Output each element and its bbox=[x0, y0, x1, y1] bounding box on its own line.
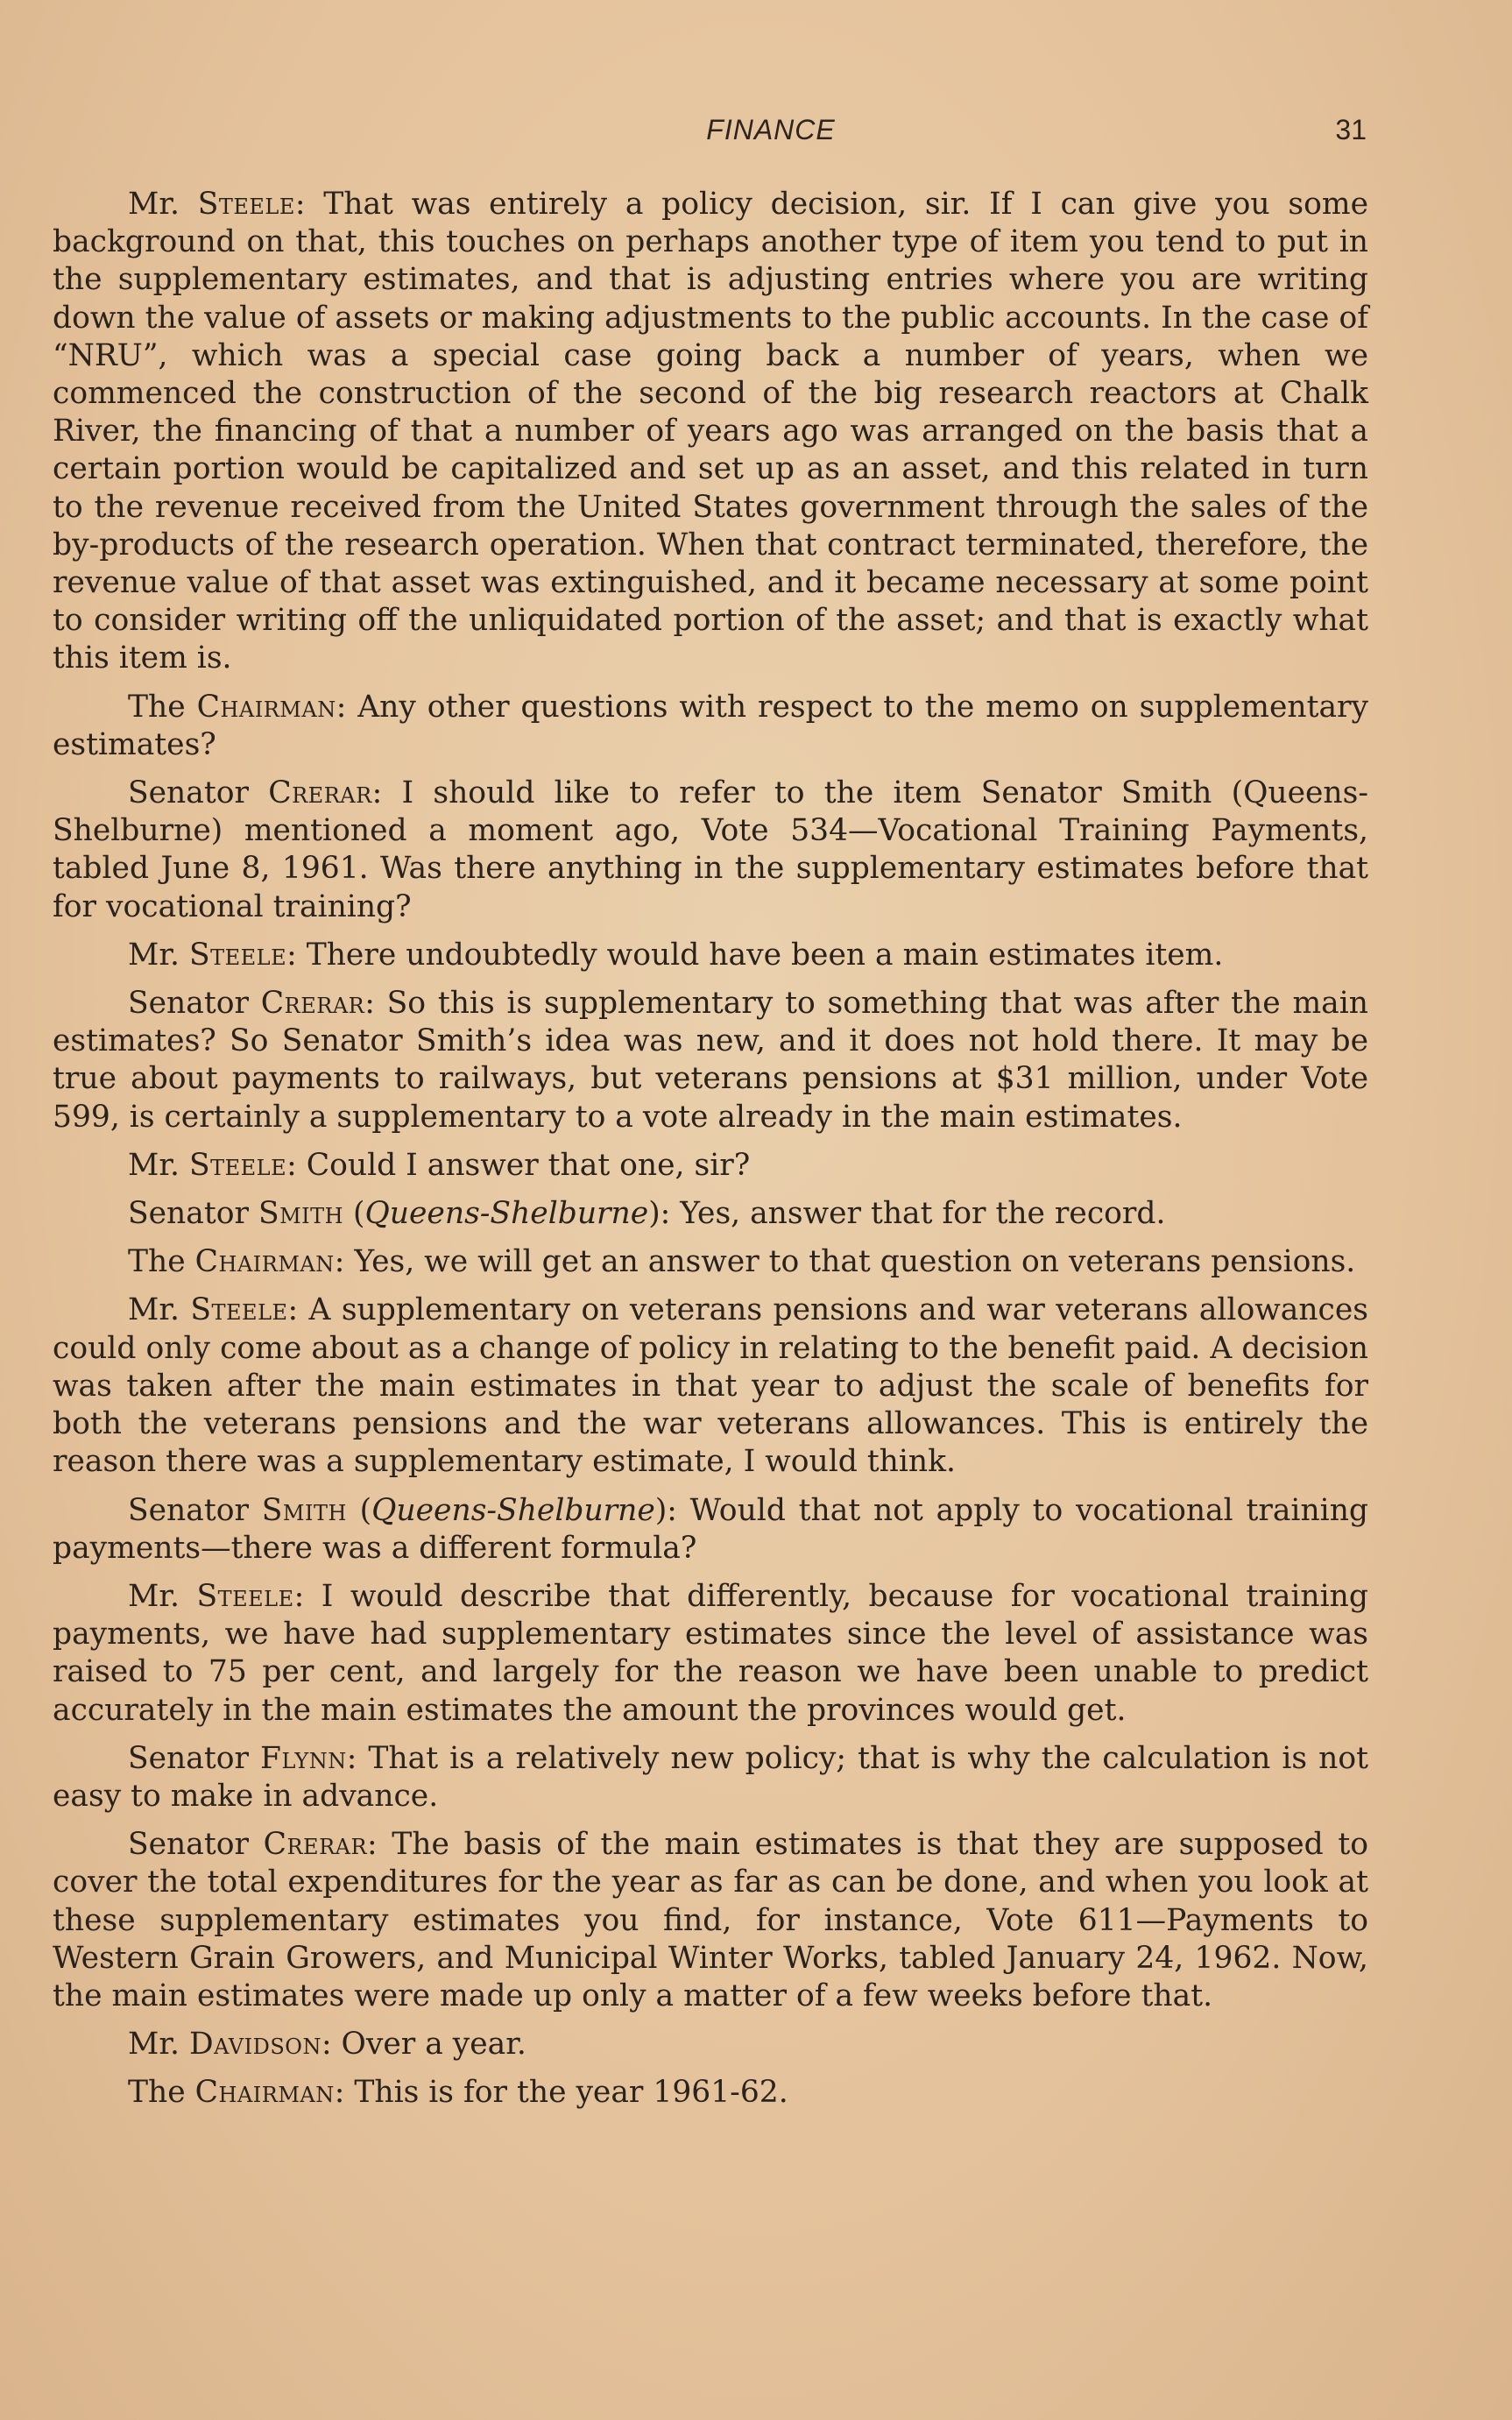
speaker-qualifier: Queens-Shelburne bbox=[364, 1196, 649, 1232]
paragraph-5 bbox=[53, 985, 1368, 1136]
speaker-name: Crerar bbox=[263, 1827, 368, 1863]
speaker-prefix: Mr. bbox=[128, 1292, 191, 1328]
running-head bbox=[175, 114, 1367, 152]
speaker-prefix: The bbox=[128, 689, 197, 725]
paragraph-11 bbox=[53, 1578, 1368, 1730]
speaker-name: Smith bbox=[258, 1196, 344, 1232]
paragraph-text: : Any other questions with respect to the memo on supplementary estimates? bbox=[53, 689, 1368, 762]
paragraph-text: : So this is supplementary to something that was after the main estimates? So Senator Smith’s idea was new, and it does not hold there. It may be true about payments to railways, but veterans pensions at $31 million, under Vote 599, is certainly a supplementary to a vote already in the main estimates. bbox=[53, 986, 1368, 1135]
paragraph-text: : I should like to refer to the item Senator Smith (Queens-Shelburne) mentioned a moment ago, Vote 534—Vocational Training Payments, tabled June 8, 1961. Was there anything in the supplementary estimates before that for vocational training? bbox=[53, 775, 1368, 924]
speaker-name: Smith bbox=[261, 1492, 347, 1528]
paragraph-text: : I would describe that differently, because for vocational training payments, we have had supplementary estimates since the level of assistance was raised to 75 per cent, and largely for the reason we have been unable to predict accurately in the main estimates the amount the provinces would get. bbox=[53, 1578, 1368, 1728]
paragraph-text: : Yes, we will get an answer to that question on veterans pensions. bbox=[334, 1244, 1356, 1280]
speaker-prefix: Senator bbox=[128, 1196, 258, 1232]
paragraph-text: : A supplementary on veterans pensions and war veterans allowances could only come about as a change of policy in relating to the benefit paid. A decision was taken after the main estimates in that year to adjust the scale of benefits for both the veterans pensions and the war veterans allowances. This is entirely the reason there was a supplementary estimate, I would think. bbox=[53, 1292, 1368, 1480]
paragraph-2 bbox=[53, 689, 1368, 764]
speaker-name: Davidson bbox=[188, 2027, 321, 2063]
speaker-prefix: Senator bbox=[128, 1740, 261, 1776]
speaker-name: Steele bbox=[188, 1147, 287, 1183]
transcript-body bbox=[53, 186, 1368, 2123]
speaker-qualifier: Queens-Shelburne bbox=[371, 1492, 655, 1528]
speaker-prefix: Mr. bbox=[128, 1578, 197, 1614]
paragraph-text: : That was entirely a policy decision, sir. If I can give you some background on that, this touches on perhaps another type of item you tend to put in the supplementary estimates, and that is adjusting entries where you are writing down the value of assets or making adjustments to the public accounts. In the case of “NRU”, which was a special case going back a number of years, when we commenced the construction of the second of the big research reactors at Chalk River, the financing of that a number of years ago was arranged on the basis that a certain portion would be capitalized and set up as an asset, and this related in turn to the revenue received from the United States government through the sales of the by-products of the research operation. When that contract terminated, therefore, the revenue value of that asset was extinguished, and it became necessary at some point to consider writing off the unliquidated portion of the asset; and that is exactly what this item is. bbox=[53, 187, 1368, 676]
paragraph-4 bbox=[53, 937, 1368, 974]
paragraph-text: : Over a year. bbox=[321, 2027, 526, 2063]
speaker-prefix: Mr. bbox=[128, 2027, 189, 2063]
paragraph-text: : Could I answer that one, sir? bbox=[286, 1147, 751, 1183]
speaker-name: Flynn bbox=[260, 1740, 347, 1776]
paragraph-text: : There undoubtedly would have been a main estimates item. bbox=[286, 937, 1224, 973]
paragraph-text: : Would that not apply to vocational training payments—there was a different formula? bbox=[53, 1492, 1368, 1566]
page-number: 31 bbox=[1335, 114, 1367, 145]
paragraph-12 bbox=[53, 1740, 1368, 1815]
speaker-name: Chairman bbox=[194, 1244, 335, 1280]
paragraph-text: : The basis of the main estimates is that they are supposed to cover the total expenditures for the year as far as can be done, and when you look at these supplementary estimates you find, for instance, Vote 611—Payments to Western Grain Growers, and Municipal Winter Works, tabled January 24, 1962. Now, the main estimates were made up only a matter of a few weeks before that. bbox=[53, 1827, 1368, 2013]
qualifier-close: ) bbox=[654, 1492, 668, 1528]
speaker-prefix: The bbox=[128, 1244, 195, 1280]
paragraph-1 bbox=[53, 186, 1368, 678]
speaker-name: Steele bbox=[196, 1578, 294, 1614]
speaker-prefix: The bbox=[128, 2075, 195, 2111]
speaker-prefix: Senator bbox=[128, 1827, 264, 1863]
speaker-prefix: Senator bbox=[128, 775, 269, 811]
speaker-name: Steele bbox=[188, 937, 287, 973]
paragraph-6 bbox=[53, 1147, 1368, 1185]
paragraph-9 bbox=[53, 1291, 1368, 1481]
qualifier-open: ( bbox=[343, 1196, 365, 1232]
paragraph-10 bbox=[53, 1492, 1368, 1567]
paragraph-13 bbox=[53, 1826, 1368, 2015]
speaker-name: Chairman bbox=[194, 2075, 335, 2111]
qualifier-open: ( bbox=[346, 1492, 372, 1528]
speaker-prefix: Senator bbox=[128, 1492, 262, 1528]
speaker-name: Crerar bbox=[268, 775, 372, 811]
paragraph-15 bbox=[53, 2074, 1368, 2112]
paragraph-14 bbox=[53, 2026, 1368, 2063]
speaker-name: Crerar bbox=[260, 986, 365, 1022]
paragraph-text: : This is for the year 1961-62. bbox=[334, 2075, 788, 2111]
paragraph-7 bbox=[53, 1195, 1368, 1233]
paragraph-text: : That is a relatively new policy; that is why the calculation is not easy to make in advance. bbox=[53, 1740, 1368, 1814]
qualifier-close: ) bbox=[648, 1196, 661, 1232]
speaker-name: Steele bbox=[190, 1292, 288, 1328]
speaker-name: Steele bbox=[197, 187, 295, 222]
speaker-name: Chairman bbox=[196, 689, 336, 725]
running-title: FINANCE bbox=[706, 114, 836, 145]
speaker-prefix: Mr. bbox=[128, 937, 189, 973]
paragraph-text: : Yes, answer that for the record. bbox=[660, 1196, 1166, 1232]
paragraph-8 bbox=[53, 1243, 1368, 1281]
paragraph-3 bbox=[53, 775, 1368, 926]
speaker-prefix: Mr. bbox=[128, 187, 198, 222]
speaker-prefix: Mr. bbox=[128, 1147, 189, 1183]
speaker-prefix: Senator bbox=[128, 986, 261, 1022]
